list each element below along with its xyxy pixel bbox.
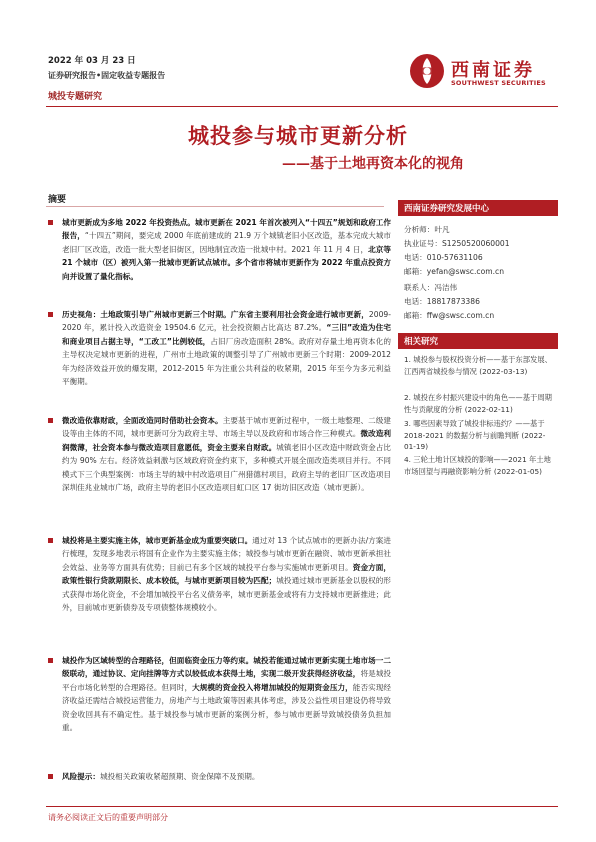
report-type: 城投专题研究 [48,92,103,102]
contact-email: 邮箱：ffw@swsc.com.cn [404,311,495,320]
risk-warning: 风险提示：城投相关政策收紧超预期、资金保障不及预期。 [48,770,391,783]
abstract-paragraph-5: 城投作为区域转型的合理路径，但面临资金压力等约束。城投若能通过城市更新实现土地市场一二级联动，通过协议、定向挂牌等方式以较低成本获得土地，实现二级开发获得经济收益，将是城投平台市场化转型的合理路径。但同时，大规模的资金投入将增加城投的短期资金压力，能否实现经济收益还需结合城投运营能力，房地产与土地政策等因素具体考虑，涉及公益性项目建设仍将导致资金收回具有不确定性。基于城投参与城市更新的案例分析，参与城市更新导致城投债务负担加重。 [48,654,391,734]
report-title: 城投参与城市更新分析 [188,123,408,148]
footer-disclaimer: 请务必阅读正文后的重要声明部分 [48,813,168,822]
analyst-name: 分析师：叶凡 [404,225,450,234]
related-item[interactable]: 2. 城投在乡村振兴建设中的角色——基于周期性与贡献度的分析 (2022-02-11) [404,393,552,414]
abstract-paragraph-3: 微改造依靠财政，全面改造同时借助社会资本。主要基于城市更新过程中，一级土地整理、二级建设等由主体的不同，城市更新可分为政府主导、市场主导以及政府和市场合作三种模式。微改造利润微薄，社会资本参与微改造项目意愿低，资金主要来自财政。城镇老旧小区改造中财政资金占比约为 90% 左右。经济效益刺激与区域政府资金约束下，多种模式开展全面改造类项目并行。不同模式下三个典型案例：市场主导的城中村改造项目广州猎德村项目，政府主导的老旧厂区改造项目深圳佳兆业城市广场，政府主导的老旧小区改造项目虹口区 17 街坊旧区改造（城市更新）。 [48,414,391,494]
report-series: 证券研究报告•固定收益专题报告 [48,71,166,80]
bullet-icon [48,418,53,423]
analyst-email: 邮箱：yefan@swsc.com.cn [404,267,505,276]
logo-emblem-icon [408,52,446,90]
research-team-header: 西南证券研究发展中心 [398,200,558,216]
bullet-icon [48,312,53,317]
analyst-license: 执业证号：S1250520060001 [404,239,510,248]
abstract-divider [46,206,384,207]
abstract-paragraph-2: 历史视角：土地政策引导广州城市更新三个时期。广东省主要利用社会资金进行城市更新，2009-2020 年，累计投入改造资金 19504.6 亿元，社会投资额占比高达 87.2%。“三旧”改造为住宅和商业项目占据主导，“工改工”比例较低，占旧厂房改造面积 28%。政府对存量土地再资本化的主导权决定城市更新的进程，广州市土地政策的调整引导了广州城市更新三个时期：2009-2012 年为经济效益开放的爆发期，2012-2015 年为注重公共利益的收紧期，2015 年至今为多元利益平衡期。 [48,308,391,388]
bullet-icon [48,220,53,225]
abstract-paragraph-4: 城投将是主要实施主体，城市更新基金成为重要突破口。通过对 13 个试点城市的更新办法/方案进行梳理，发现多地表示将国有企业作为主要实施主体；城投参与城市更新在融资、城市更新承担社会效益、业务等方面具有优势；目前已有多个区域的城投平台参与实施城市更新项目。资金方面，政策性银行贷款期限长、成本较低，与城市更新项目较为匹配；城投通过城市更新基金以股权的形式获得市场化资金，不会增加城投平台名义债务率，城市更新基金或将有力支持城市更新推进；此外，目前城市更新债券及专项债整体规模较小。 [48,534,391,614]
header-divider [46,106,558,107]
report-date: 2022 年 03 月 23 日 [48,56,136,66]
related-item[interactable]: 3. 哪些因素导致了城投非标违约？——基于 2018-2021 的数据分析与前瞻判断 (2022-01-19) [404,419,546,451]
bullet-icon [48,774,53,779]
logo-text-cn: 西南证券 [451,60,535,81]
abstract-paragraph-1: 城市更新成为多地 2022 年投资热点。城市更新在 2021 年首次被列入“十四五”规划和政府工作报告，“十四五”期间，要完成 2000 年底前建成的 21.9 万个城镇老旧小区改造，基本完成大城市老旧厂区改造，改造一批大型老旧街区，因地制宜改造一批城中村。2021 年 11 月 4 日，北京等 21 个城市（区）被列入第一批城市更新试点城市。多个省市将城市更新作为 2022 年重点投资方向并设置了量化指标。 [48,216,391,283]
company-logo [408,52,558,92]
contact-name: 联系人：冯洁伟 [404,283,458,292]
footer-divider [46,806,558,807]
related-item[interactable]: 1. 城投参与股权投资分析——基于东部发展、江西两省城投参与情况 (2022-03-13) [404,355,552,376]
related-item[interactable]: 4. 三轮土地计区城投的影响——2021 年土地市场回望与再融资影响分析 (2022-01-05) [404,455,551,476]
bullet-icon [48,538,53,543]
analyst-phone: 电话：010-57631106 [404,253,483,262]
bullet-icon [48,658,53,663]
contact-phone: 电话：18817873386 [404,297,480,306]
abstract-heading: 摘要 [48,195,67,205]
report-subtitle: ——基于土地再资本化的视角 [282,156,464,172]
related-research-header: 相关研究 [398,333,558,349]
logo-text-en: SOUTHWEST SECURITIES [451,79,546,87]
